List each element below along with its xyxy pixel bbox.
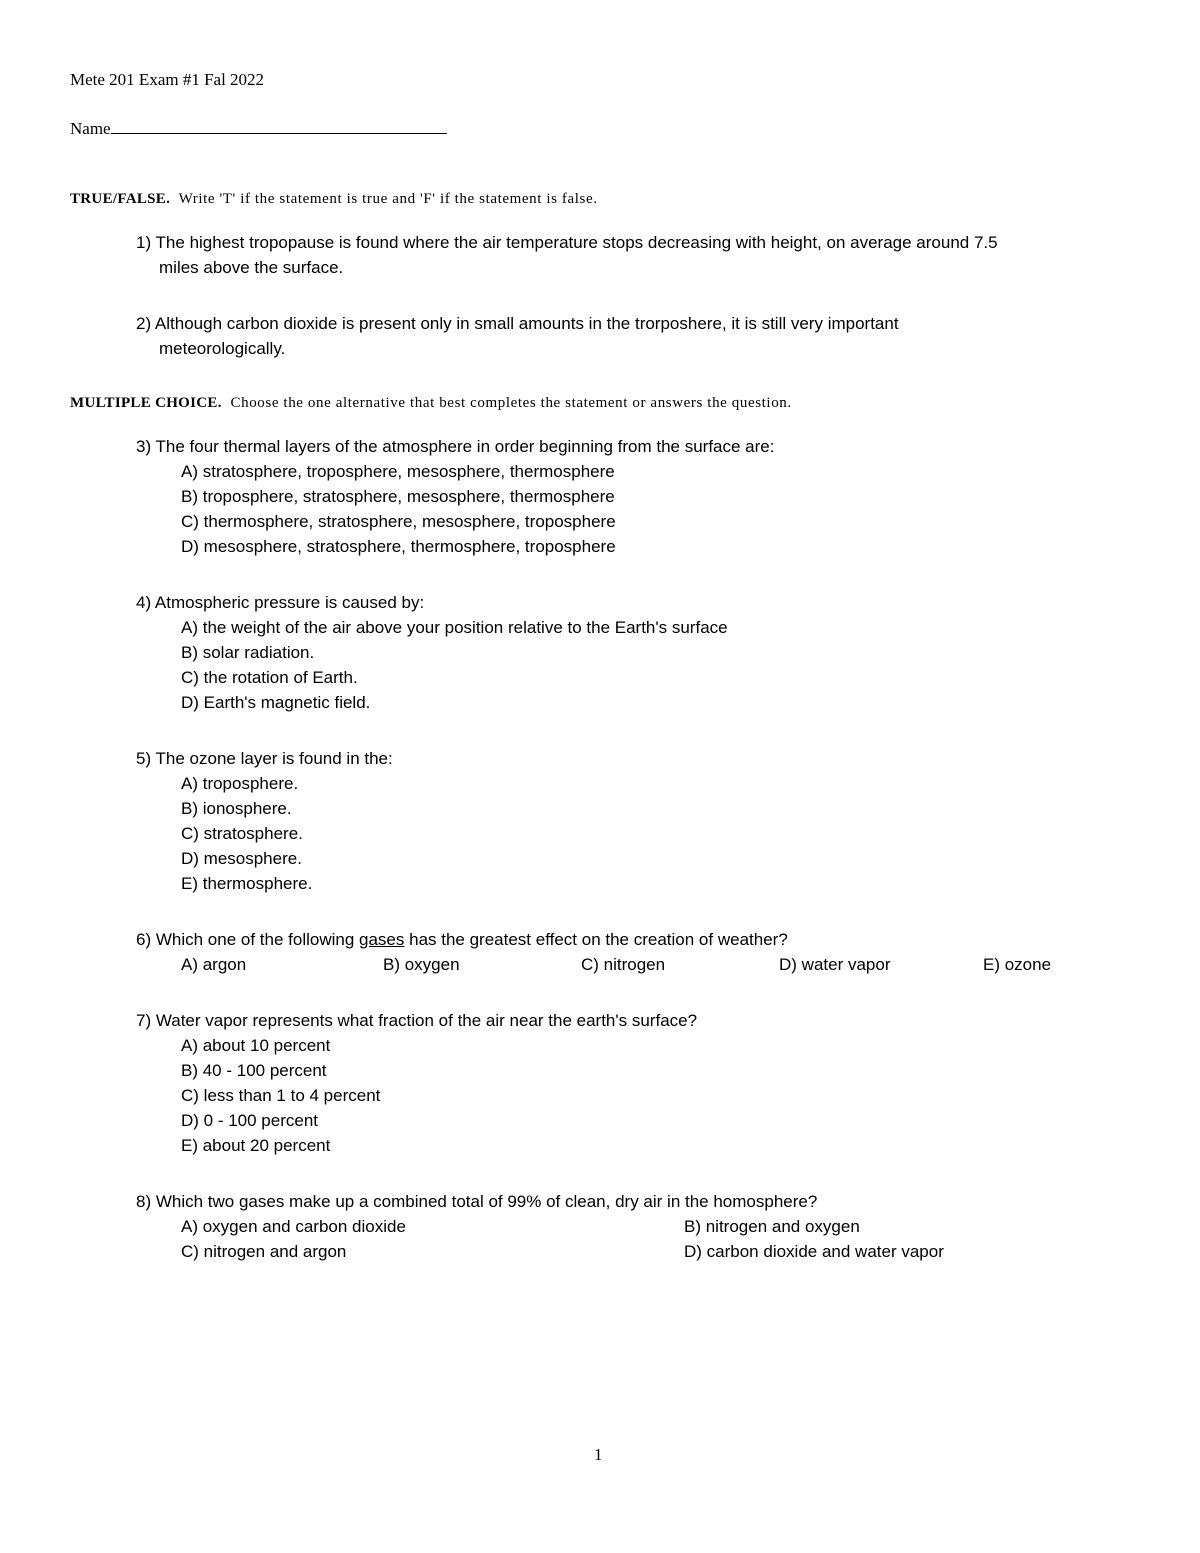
question-8: 8) Which two gases make up a combined total of 99% of clean, dry air in the homosphere?: [136, 1192, 818, 1211]
multiple-choice-heading: MULTIPLE CHOICE.: [70, 395, 222, 411]
answer-option[interactable]: C) nitrogen: [581, 955, 666, 974]
answer-option[interactable]: B) 40 - 100 percent: [181, 1061, 327, 1080]
question-2: [136, 311, 899, 336]
question-text: has the greatest effect on the creation of weather?: [404, 930, 788, 949]
question-3: 3) The four thermal layers of the atmosphere in order beginning from the surface are:: [136, 437, 775, 456]
answer-option[interactable]: B) troposphere, stratosphere, mesosphere, thermosphere: [181, 487, 615, 506]
answer-option[interactable]: B) oxygen: [383, 955, 460, 974]
multiple-choice-instructions: Choose the one alternative that best completes the statement or answers the question.: [230, 395, 792, 411]
answer-option[interactable]: A) troposphere.: [181, 774, 299, 793]
true-false-heading: TRUE/FALSE.: [70, 191, 171, 207]
answer-option[interactable]: A) the weight of the air above your position relative to the Earth's surface: [181, 618, 728, 637]
answer-option[interactable]: B) nitrogen and oxygen: [684, 1217, 860, 1236]
true-false-instructions: Write 'T' if the statement is true and 'F' if the statement is false.: [178, 191, 598, 207]
answer-option[interactable]: D) mesosphere, stratosphere, thermosphere, troposphere: [181, 537, 616, 556]
question-5: 5) The ozone layer is found in the:: [136, 749, 393, 768]
exam-title: Mete 201 Exam #1 Fal 2022: [70, 70, 265, 89]
name-field[interactable]: [70, 117, 447, 139]
question-text: 6) Which one of the following: [136, 930, 360, 949]
question-1: [136, 230, 998, 255]
question-6: [136, 927, 788, 952]
answer-option[interactable]: C) stratosphere.: [181, 824, 303, 843]
multiple-choice-header: [70, 395, 792, 412]
question-number: 1): [136, 233, 152, 252]
answer-option[interactable]: C) nitrogen and argon: [181, 1242, 347, 1261]
answer-option[interactable]: C) the rotation of Earth.: [181, 668, 358, 687]
answer-option[interactable]: A) about 10 percent: [181, 1036, 331, 1055]
underlined-word: gases: [359, 930, 405, 949]
answer-option[interactable]: A) oxygen and carbon dioxide: [181, 1217, 406, 1236]
answer-option[interactable]: E) about 20 percent: [181, 1136, 331, 1155]
answer-option[interactable]: C) thermosphere, stratosphere, mesosphere, troposphere: [181, 512, 616, 531]
true-false-header: [70, 191, 598, 208]
question-7: 7) Water vapor represents what fraction of the air near the earth's surface?: [136, 1011, 698, 1030]
answer-option[interactable]: D) Earth's magnetic field.: [181, 693, 371, 712]
answer-option[interactable]: E) ozone: [983, 955, 1052, 974]
question-1-continued: miles above the surface.: [159, 258, 344, 277]
answer-option[interactable]: B) ionosphere.: [181, 799, 292, 818]
answer-option[interactable]: D) 0 - 100 percent: [181, 1111, 319, 1130]
answer-option[interactable]: C) less than 1 to 4 percent: [181, 1086, 381, 1105]
answer-option[interactable]: E) thermosphere.: [181, 874, 313, 893]
question-4: 4) Atmospheric pressure is caused by:: [136, 593, 425, 612]
answer-option[interactable]: A) argon: [181, 955, 247, 974]
answer-option[interactable]: D) carbon dioxide and water vapor: [684, 1242, 944, 1261]
answer-option[interactable]: A) stratosphere, troposphere, mesosphere, thermosphere: [181, 462, 615, 481]
page-number: 1: [594, 1445, 603, 1464]
question-number: 2): [136, 314, 152, 333]
name-blank-line[interactable]: [111, 117, 447, 134]
answer-option[interactable]: D) water vapor: [779, 955, 891, 974]
question-text: Although carbon dioxide is present only in small amounts in the trorposhere, it is still very important: [154, 314, 899, 333]
answer-option[interactable]: D) mesosphere.: [181, 849, 302, 868]
name-label: Name: [70, 119, 111, 138]
question-text: The highest tropopause is found where the air temperature stops decreasing with height, on average around 7.5: [155, 233, 998, 252]
question-2-continued: meteorologically.: [159, 339, 286, 358]
answer-option[interactable]: B) solar radiation.: [181, 643, 315, 662]
